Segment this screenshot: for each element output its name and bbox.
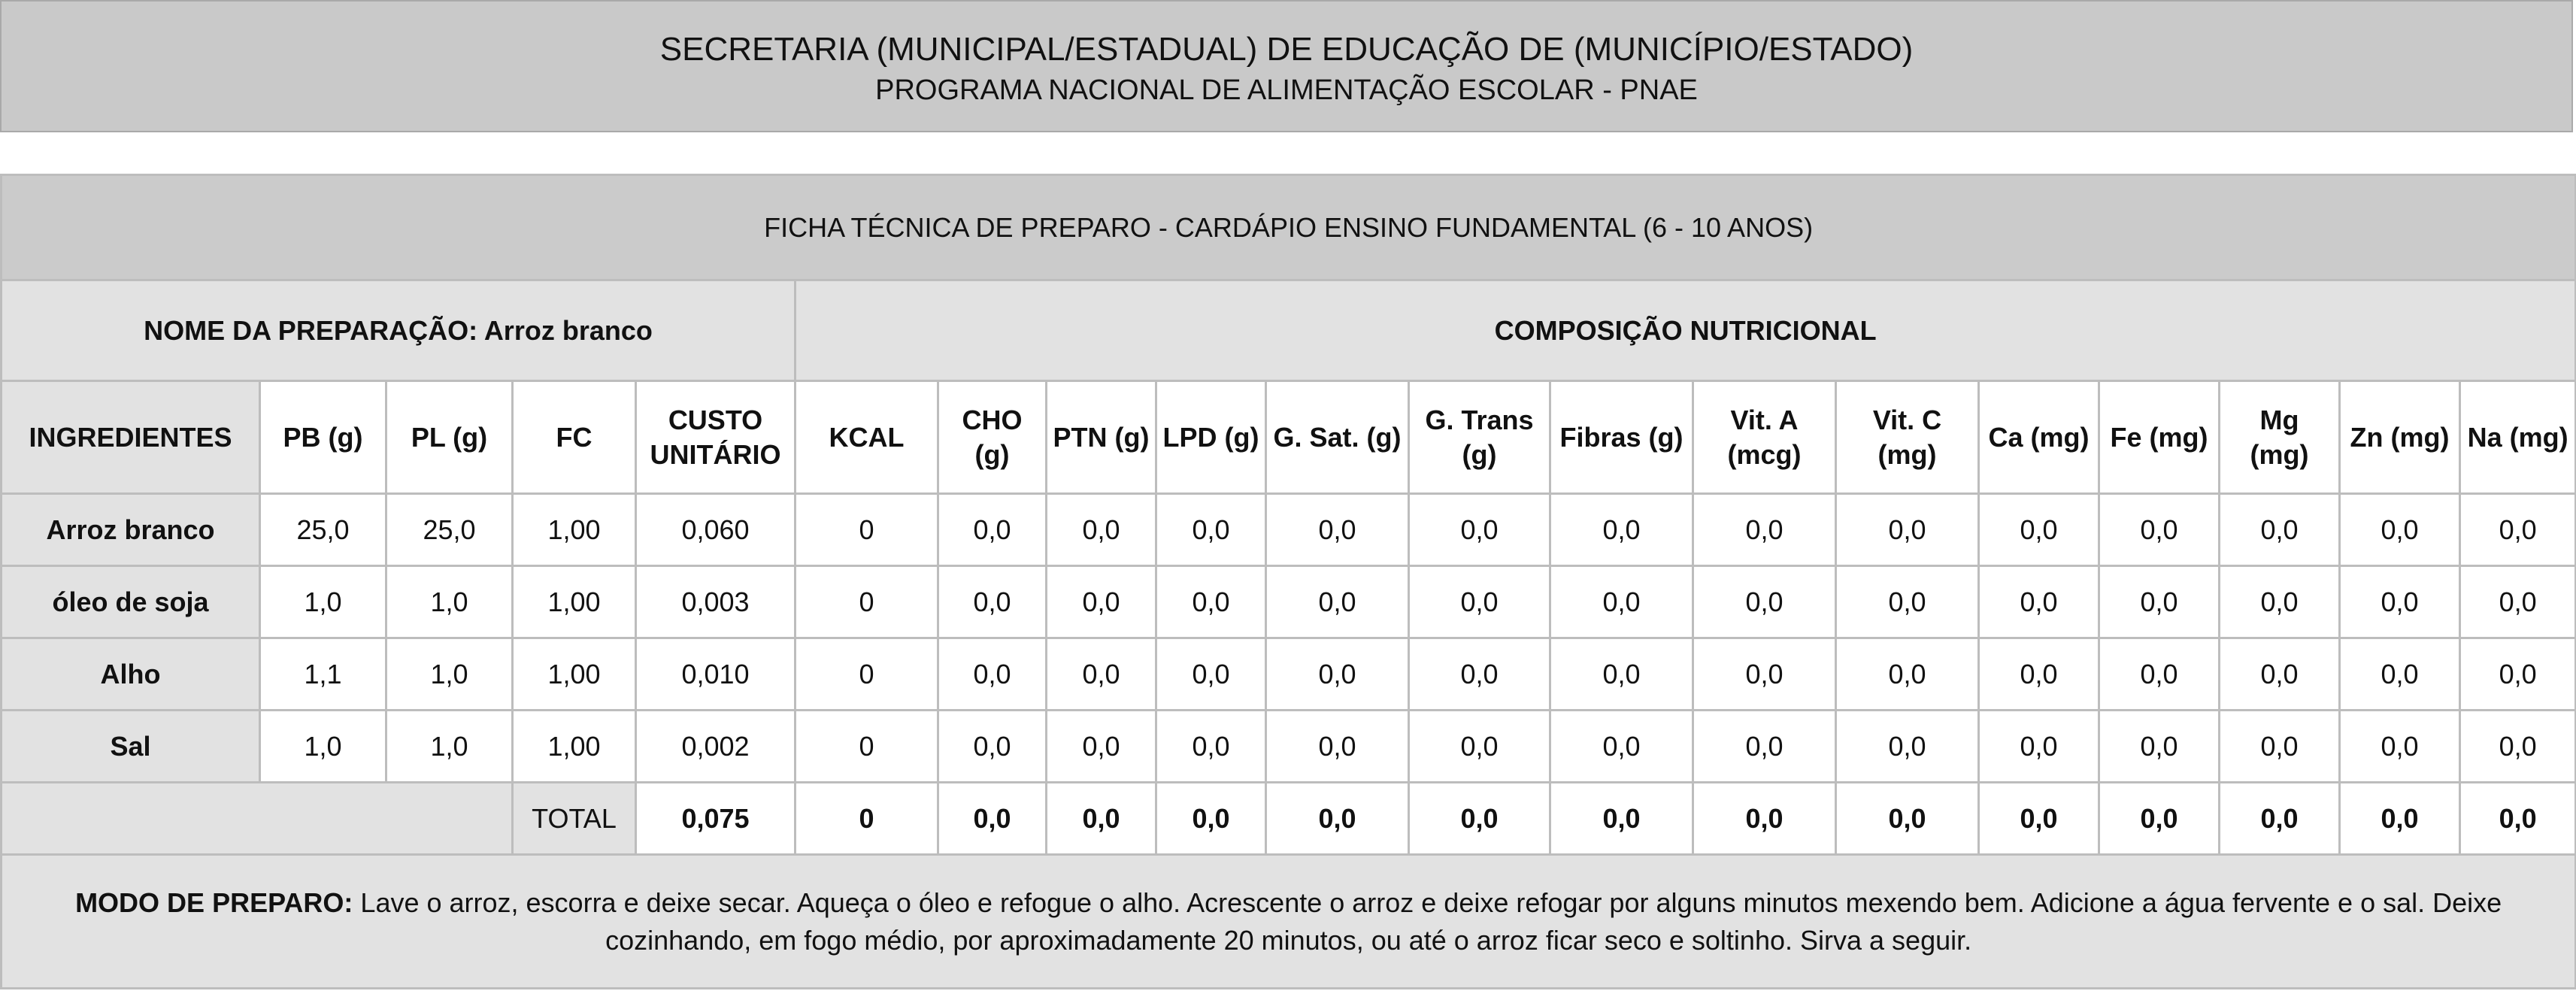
total-zn: 0,0 bbox=[2340, 783, 2460, 855]
cell-ptn: 0,0 bbox=[1047, 566, 1156, 638]
cell-cho: 0,0 bbox=[938, 494, 1047, 566]
pnae-subtitle: PROGRAMA NACIONAL DE ALIMENTAÇÃO ESCOLAR - PNAE bbox=[875, 74, 1698, 106]
cell-kcal: 0 bbox=[796, 711, 938, 783]
cell-pb: 1,1 bbox=[260, 638, 386, 711]
cell-kcal: 0 bbox=[796, 494, 938, 566]
table-row bbox=[2, 494, 2576, 566]
cell-vitc: 0,0 bbox=[1836, 566, 1979, 638]
preparation-name: NOME DA PREPARAÇÃO: Arroz branco bbox=[2, 280, 796, 381]
cell-gtrans: 0,0 bbox=[1409, 711, 1550, 783]
cell-vitc: 0,0 bbox=[1836, 638, 1979, 711]
cell-gsat: 0,0 bbox=[1266, 638, 1409, 711]
col-fibras: Fibras (g) bbox=[1550, 381, 1693, 494]
total-cho: 0,0 bbox=[938, 783, 1047, 855]
cell-ptn: 0,0 bbox=[1047, 638, 1156, 711]
col-mg-line1: Mg bbox=[2259, 404, 2299, 435]
col-custo-line2: UNITÁRIO bbox=[650, 438, 781, 470]
cell-ca: 0,0 bbox=[1979, 566, 2099, 638]
ingredient-name: Arroz branco bbox=[2, 494, 260, 566]
col-cho bbox=[938, 381, 1047, 494]
cell-gtrans: 0,0 bbox=[1409, 494, 1550, 566]
cell-fc: 1,00 bbox=[513, 494, 636, 566]
total-ptn: 0,0 bbox=[1047, 783, 1156, 855]
cell-custo: 0,010 bbox=[636, 638, 796, 711]
col-gtrans-line2: (g) bbox=[1462, 438, 1497, 470]
cell-mg: 0,0 bbox=[2220, 566, 2340, 638]
cell-mg: 0,0 bbox=[2220, 494, 2340, 566]
cell-na: 0,0 bbox=[2460, 566, 2576, 638]
cell-pb: 1,0 bbox=[260, 711, 386, 783]
total-label: TOTAL bbox=[513, 783, 636, 855]
cell-na: 0,0 bbox=[2460, 494, 2576, 566]
table-row bbox=[2, 638, 2576, 711]
col-fc: FC bbox=[513, 381, 636, 494]
total-kcal: 0 bbox=[796, 783, 938, 855]
col-pb: PB (g) bbox=[260, 381, 386, 494]
cell-pl: 1,0 bbox=[386, 711, 513, 783]
col-vitc bbox=[1836, 381, 1979, 494]
cell-vita: 0,0 bbox=[1693, 566, 1836, 638]
col-zn: Zn (mg) bbox=[2340, 381, 2460, 494]
cell-pb: 1,0 bbox=[260, 566, 386, 638]
col-gsat: G. Sat. (g) bbox=[1266, 381, 1409, 494]
total-vitc: 0,0 bbox=[1836, 783, 1979, 855]
cell-fe: 0,0 bbox=[2099, 711, 2220, 783]
total-fe: 0,0 bbox=[2099, 783, 2220, 855]
col-kcal: KCAL bbox=[796, 381, 938, 494]
ingredient-name: Alho bbox=[2, 638, 260, 711]
cell-ca: 0,0 bbox=[1979, 638, 2099, 711]
cell-ca: 0,0 bbox=[1979, 494, 2099, 566]
cell-fibras: 0,0 bbox=[1550, 494, 1693, 566]
cell-vita: 0,0 bbox=[1693, 711, 1836, 783]
cell-fe: 0,0 bbox=[2099, 494, 2220, 566]
cell-pl: 1,0 bbox=[386, 566, 513, 638]
cell-na: 0,0 bbox=[2460, 711, 2576, 783]
cell-zn: 0,0 bbox=[2340, 494, 2460, 566]
total-gtrans: 0,0 bbox=[1409, 783, 1550, 855]
cell-fc: 1,00 bbox=[513, 638, 636, 711]
total-vita: 0,0 bbox=[1693, 783, 1836, 855]
total-custo: 0,075 bbox=[636, 783, 796, 855]
total-fibras: 0,0 bbox=[1550, 783, 1693, 855]
ingredient-name: Sal bbox=[2, 711, 260, 783]
col-pl: PL (g) bbox=[386, 381, 513, 494]
cell-ptn: 0,0 bbox=[1047, 494, 1156, 566]
col-vitc-line1: Vit. C bbox=[1872, 404, 1942, 435]
cell-kcal: 0 bbox=[796, 566, 938, 638]
total-na: 0,0 bbox=[2460, 783, 2576, 855]
cell-vitc: 0,0 bbox=[1836, 711, 1979, 783]
col-mg-line2: (mg) bbox=[2250, 438, 2309, 470]
cell-mg: 0,0 bbox=[2220, 711, 2340, 783]
modo-preparo-text: Lave o arroz, escorra e deixe secar. Aqueça o óleo e refogue o alho. Acrescente o arroz e deixe refogar por alguns minutos mexendo bem. Adicione a água fervente e o sal. Deixe cozinhando, em fogo médio, por aproximadamente 20 minutos, ou até o arroz ficar seco e soltinho. Sirva a seguir. bbox=[353, 886, 2502, 956]
col-gtrans bbox=[1409, 381, 1550, 494]
cell-pl: 25,0 bbox=[386, 494, 513, 566]
ficha-tecnica-table bbox=[0, 174, 2576, 989]
cell-gtrans: 0,0 bbox=[1409, 566, 1550, 638]
cell-cho: 0,0 bbox=[938, 566, 1047, 638]
total-gsat: 0,0 bbox=[1266, 783, 1409, 855]
ingredient-name: óleo de soja bbox=[2, 566, 260, 638]
col-gtrans-line1: G. Trans bbox=[1425, 404, 1534, 435]
col-lpd: LPD (g) bbox=[1156, 381, 1266, 494]
cell-lpd: 0,0 bbox=[1156, 638, 1266, 711]
cell-kcal: 0 bbox=[796, 638, 938, 711]
cell-pb: 25,0 bbox=[260, 494, 386, 566]
cell-fc: 1,00 bbox=[513, 711, 636, 783]
cell-mg: 0,0 bbox=[2220, 638, 2340, 711]
col-fe: Fe (mg) bbox=[2099, 381, 2220, 494]
cell-ca: 0,0 bbox=[1979, 711, 2099, 783]
cell-gsat: 0,0 bbox=[1266, 711, 1409, 783]
cell-gsat: 0,0 bbox=[1266, 494, 1409, 566]
cell-fibras: 0,0 bbox=[1550, 566, 1693, 638]
col-vita-line1: Vit. A bbox=[1730, 404, 1799, 435]
col-cho-line1: CHO bbox=[962, 404, 1023, 435]
total-row bbox=[2, 783, 2576, 855]
cell-lpd: 0,0 bbox=[1156, 494, 1266, 566]
cell-fe: 0,0 bbox=[2099, 638, 2220, 711]
table-row bbox=[2, 566, 2576, 638]
cell-fibras: 0,0 bbox=[1550, 638, 1693, 711]
cell-lpd: 0,0 bbox=[1156, 711, 1266, 783]
col-cho-line2: (g) bbox=[974, 438, 1010, 470]
cell-custo: 0,002 bbox=[636, 711, 796, 783]
cell-fc: 1,00 bbox=[513, 566, 636, 638]
secretaria-title: SECRETARIA (MUNICIPAL/ESTADUAL) DE EDUCAÇÃO DE (MUNICÍPIO/ESTADO) bbox=[659, 31, 1914, 68]
col-vita bbox=[1693, 381, 1836, 494]
col-mg bbox=[2220, 381, 2340, 494]
col-vita-line2: (mcg) bbox=[1727, 438, 1802, 470]
modo-preparo-label: MODO DE PREPARO: bbox=[75, 886, 353, 918]
cell-gsat: 0,0 bbox=[1266, 566, 1409, 638]
modo-preparo bbox=[2, 855, 2576, 989]
cell-vita: 0,0 bbox=[1693, 638, 1836, 711]
cell-custo: 0,060 bbox=[636, 494, 796, 566]
col-ptn: PTN (g) bbox=[1047, 381, 1156, 494]
cell-zn: 0,0 bbox=[2340, 566, 2460, 638]
col-na: Na (mg) bbox=[2460, 381, 2576, 494]
cell-fibras: 0,0 bbox=[1550, 711, 1693, 783]
cell-fe: 0,0 bbox=[2099, 566, 2220, 638]
col-ca: Ca (mg) bbox=[1979, 381, 2099, 494]
cell-pl: 1,0 bbox=[386, 638, 513, 711]
cell-cho: 0,0 bbox=[938, 638, 1047, 711]
cell-zn: 0,0 bbox=[2340, 638, 2460, 711]
col-vitc-line2: (mg) bbox=[1877, 438, 1937, 470]
cell-na: 0,0 bbox=[2460, 638, 2576, 711]
total-ca: 0,0 bbox=[1979, 783, 2099, 855]
col-custo-line1: CUSTO bbox=[668, 404, 763, 435]
total-spacer bbox=[2, 783, 513, 855]
document-header bbox=[0, 0, 2573, 132]
cell-vita: 0,0 bbox=[1693, 494, 1836, 566]
col-custo bbox=[636, 381, 796, 494]
ficha-title: FICHA TÉCNICA DE PREPARO - CARDÁPIO ENSINO FUNDAMENTAL (6 - 10 ANOS) bbox=[2, 175, 2576, 280]
cell-gtrans: 0,0 bbox=[1409, 638, 1550, 711]
cell-vitc: 0,0 bbox=[1836, 494, 1979, 566]
composition-heading: COMPOSIÇÃO NUTRICIONAL bbox=[796, 280, 2576, 381]
cell-custo: 0,003 bbox=[636, 566, 796, 638]
table-row bbox=[2, 711, 2576, 783]
cell-zn: 0,0 bbox=[2340, 711, 2460, 783]
cell-lpd: 0,0 bbox=[1156, 566, 1266, 638]
total-mg: 0,0 bbox=[2220, 783, 2340, 855]
column-header-row bbox=[2, 381, 2576, 494]
cell-ptn: 0,0 bbox=[1047, 711, 1156, 783]
total-lpd: 0,0 bbox=[1156, 783, 1266, 855]
cell-cho: 0,0 bbox=[938, 711, 1047, 783]
col-ingredientes: INGREDIENTES bbox=[2, 381, 260, 494]
